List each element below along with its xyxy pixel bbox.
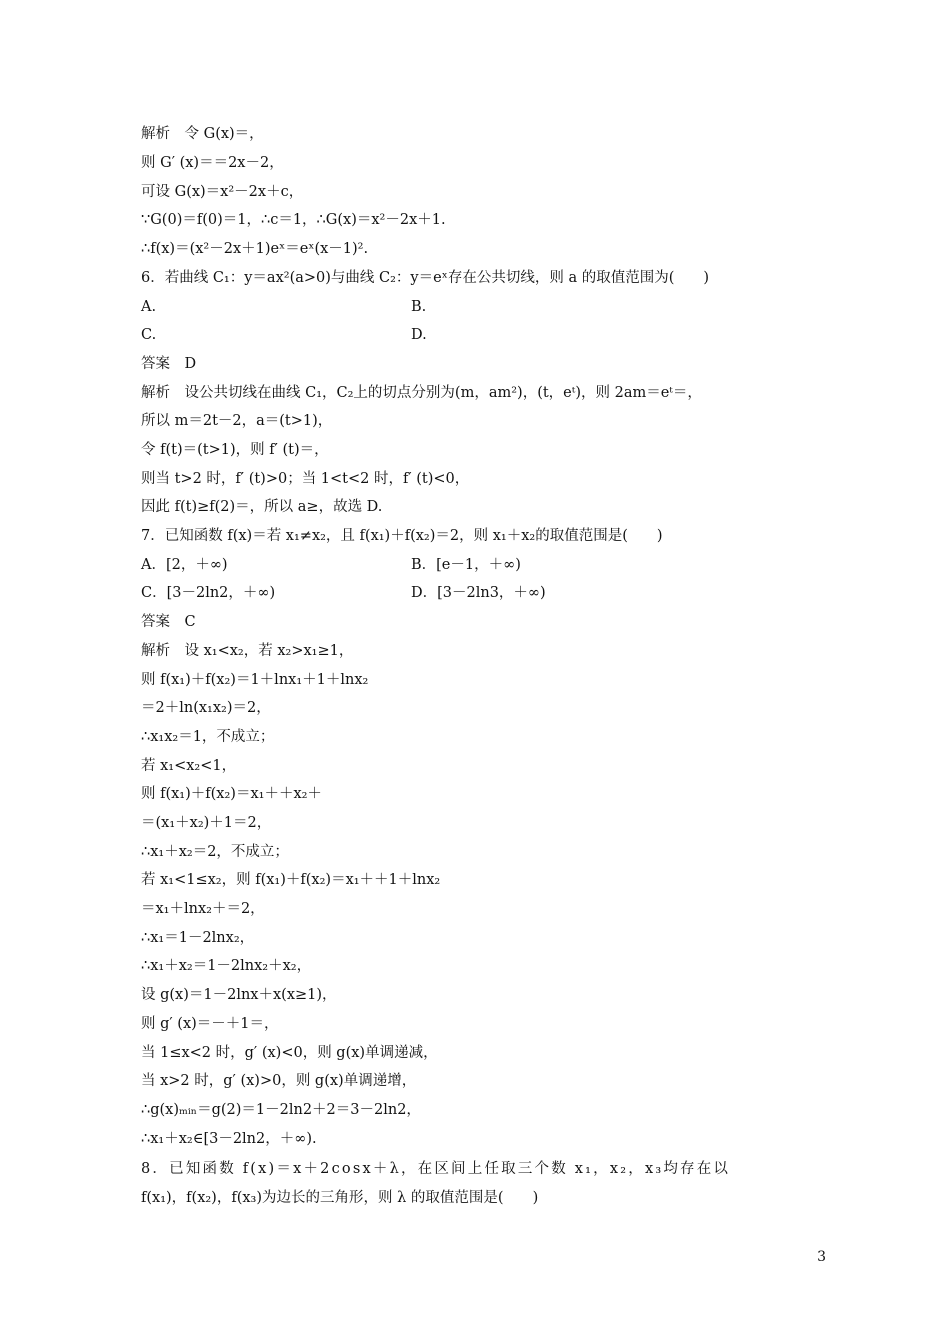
text-line: 设 g(x)＝1－2lnx＋x(x≥1)， — [141, 987, 337, 1003]
text-line: ＝2＋ln(x₁x₂)＝2， — [141, 700, 271, 716]
text-line: ∴x₁＋x₂＝2，不成立； — [141, 844, 289, 860]
text-line: 则 g′ (x)＝－＋1＝， — [141, 1016, 279, 1032]
text-line: ∴x₁x₂＝1，不成立； — [141, 729, 275, 745]
text-line: 则当 t>2 时，f′ (t)>0；当 1<t<2 时，f′ (t)<0， — [141, 471, 470, 487]
question-8-stem: 8．已知函数 f(x)＝x＋2cosx＋λ，在区间上任取三个数 x₁，x₂，x₃均存在以 — [141, 1161, 731, 1177]
text-line: 解析 令 G(x)＝， — [141, 126, 264, 142]
text-line: ∴x₁＋x₂∈[3－2ln2，＋∞). — [141, 1131, 317, 1147]
text-line: 若 x₁<x₂<1， — [141, 758, 237, 774]
text-line: 则 f(x₁)＋f(x₂)＝1＋lnx₁＋1＋lnx₂ — [141, 672, 369, 688]
text-line: 若 x₁<1≤x₂，则 f(x₁)＋f(x₂)＝x₁＋＋1＋lnx₂ — [141, 872, 441, 888]
text-line: 当 1≤x<2 时，g′ (x)<0，则 g(x)单调递减， — [141, 1045, 438, 1061]
text-line: 当 x>2 时，g′ (x)>0，则 g(x)单调递增， — [141, 1073, 417, 1089]
text-line: 则 G′ (x)＝＝2x－2， — [141, 155, 284, 171]
text-line: ＝(x₁＋x₂)＋1＝2， — [141, 815, 272, 831]
question-6-stem: 6．若曲线 C₁：y＝ax²(a>0)与曲线 C₂：y＝eˣ存在公共切线，则 a 的取值范围为( ) — [141, 270, 710, 286]
question-7-stem: 7．已知函数 f(x)＝若 x₁≠x₂，且 f(x₁)＋f(x₂)＝2，则 x₁＋x₂的取值范围是( ) — [141, 528, 663, 544]
question-8-stem-cont: f(x₁)，f(x₂)，f(x₃)为边长的三角形，则 λ 的取值范围是( ) — [141, 1190, 539, 1206]
option-b: B．[e－1，＋∞) — [411, 557, 521, 573]
option-a: A．[2，＋∞) — [141, 557, 228, 573]
option-d: D．[3－2ln3，＋∞) — [411, 585, 546, 601]
text-line: 令 f(t)＝(t>1)，则 f′ (t)＝， — [141, 442, 329, 458]
text-line: 则 f(x₁)＋f(x₂)＝x₁＋＋x₂＋ — [141, 786, 322, 802]
text-line: ＝x₁＋lnx₂＋＝2， — [141, 901, 265, 917]
answer-line: 答案 D — [141, 356, 197, 372]
option-c: C．[3－2ln2，＋∞) — [141, 585, 276, 601]
text-line: 解析 设 x₁<x₂，若 x₂>x₁≥1， — [141, 643, 354, 659]
text-line: ∴g(x)ₘᵢₙ＝g(2)＝1－2ln2＋2＝3－2ln2， — [141, 1102, 421, 1118]
text-line: 因此 f(t)≥f(2)＝，所以 a≥，故选 D. — [141, 499, 383, 515]
text-line: ∵G(0)＝f(0)＝1，∴c＝1，∴G(x)＝x²－2x＋1. — [141, 212, 446, 228]
option-b: B. — [411, 299, 427, 315]
page-number: 3 — [817, 1249, 826, 1265]
option-d: D. — [411, 327, 427, 343]
text-line: 可设 G(x)＝x²－2x＋c， — [141, 184, 304, 200]
option-c: C. — [141, 327, 157, 343]
text-line: ∴f(x)＝(x²－2x＋1)eˣ＝eˣ(x－1)². — [141, 241, 369, 257]
text-line: 解析 设公共切线在曲线 C₁，C₂上的切点分别为(m，am²)，(t，eᵗ)，则 2am＝eᵗ＝， — [141, 385, 702, 401]
text-line: 所以 m＝2t－2，a＝(t>1)， — [141, 413, 333, 429]
answer-line: 答案 C — [141, 614, 196, 630]
text-line: ∴x₁＝1－2lnx₂， — [141, 930, 255, 946]
text-line: ∴x₁＋x₂＝1－2lnx₂＋x₂， — [141, 958, 312, 974]
option-a: A. — [141, 299, 157, 315]
